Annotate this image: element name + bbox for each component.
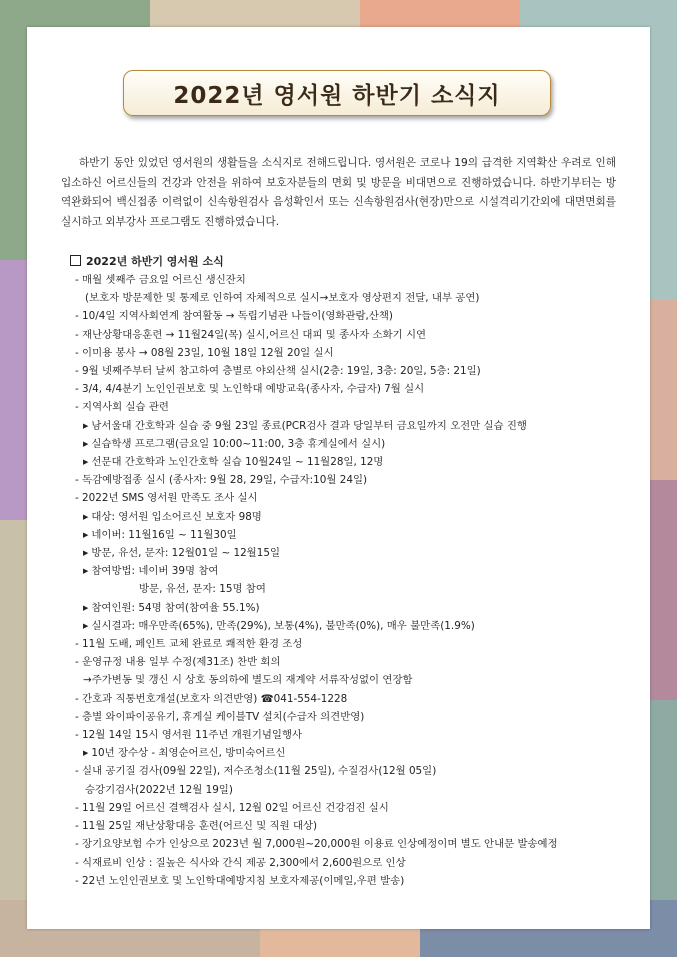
list-item: - 11월 29일 어르신 결핵검사 실시, 12월 02일 어르신 건강검진 실시	[75, 801, 389, 814]
list-item: - 실내 공기질 검사(09월 22일), 저수조청소(11월 25일), 수질검사(12월 05일)	[75, 765, 437, 778]
section-title: 2022년 하반기 영서원 소식	[86, 255, 224, 268]
news-list	[75, 271, 635, 890]
section-heading	[70, 253, 224, 269]
list-item: - 22년 노인인권보호 및 노인학대예방지침 보호자제공(이메일,우편 발송)	[75, 874, 405, 887]
list-item: ▶ 참여방법: 네이버 39명 참여	[75, 562, 635, 580]
triangle-bullet-icon: ▶	[83, 603, 89, 612]
list-item: 방문, 유선, 문자: 15명 참여	[139, 583, 266, 596]
list-item: ▶ 남서울대 간호학과 실습 중 9월 23일 종료(PCR검사 결과 당일부터 금요일까지 오전만 실습 진행	[75, 417, 635, 435]
title-banner	[123, 70, 551, 116]
intro-paragraph: 하반기 동안 있었던 영서원의 생활들을 소식지로 전해드립니다. 영서원은 코로나 19의 급격한 지역확산 우려로 인해 입소하신 어르신들의 건강과 안전을 위하여 보호자분들의 면회 및 방문을 비대면으로 진행하였습니다. 하반기부터는 방역완화되어 백신접종 이력없이 신속항원검사 음성확인서 또는 신속항원검사(현장)만으로 시설격리기간외에 대면면회를 실시하고 외부강사 프로그램도 진행하였습니다.	[61, 157, 616, 228]
list-item: ▶ 참여인원: 54명 참여(참여율 55.1%)	[75, 599, 635, 617]
list-item: →주가변동 및 갱신 시 상호 동의하에 별도의 재계약 서류작성없이 연장함	[83, 674, 413, 687]
page-title: 2022년 영서원 하반기 소식지	[173, 82, 501, 109]
list-item: - 재난상황대응훈련 → 11월24일(목) 실시,어르신 대피 및 종사자 소화기 시연	[75, 328, 427, 341]
list-item: (보호자 방문제한 및 통제로 인하여 자체적으로 실시→보호자 영상편지 전달, 내부 공연)	[85, 292, 480, 305]
list-item: - 11월 25일 재난상황대응 훈련(어르신 및 직원 대상)	[75, 820, 318, 833]
triangle-bullet-icon: ▶	[83, 512, 89, 521]
list-item: ▶ 실습학생 프로그램(금요일 10:00~11:00, 3층 휴게실에서 실시)	[75, 435, 635, 453]
list-item: - 매월 셋째주 금요일 어르신 생신잔치	[75, 274, 246, 286]
list-item: - 3/4, 4/4분기 노인인권보호 및 노인학대 예방교육(종사자, 수급자) 7월 실시	[75, 383, 425, 396]
triangle-bullet-icon: ▶	[83, 621, 89, 630]
triangle-bullet-icon: ▶	[83, 421, 89, 430]
list-item: - 식재료비 인상 : 질높은 식사와 간식 제공 2,300에서 2,600원으로 인상	[75, 856, 406, 869]
triangle-bullet-icon: ▶	[83, 530, 89, 539]
list-item: - 지역사회 실습 관련	[75, 401, 169, 414]
list-item: ▶ 대상: 영서원 입소어르신 보호자 98명	[75, 508, 635, 526]
list-item: ▶ 네이버: 11월16일 ~ 11월30일	[75, 526, 635, 544]
triangle-bullet-icon: ▶	[83, 458, 89, 467]
list-item: 승강기검사(2022년 12월 19일)	[85, 783, 233, 796]
list-item: ▶ 10년 장수상 - 최영순어르신, 방미숙어르신	[75, 744, 635, 762]
list-item: - 층별 와이파이공유기, 휴게실 케이블TV 설치(수급자 의견반영)	[75, 710, 365, 723]
list-item: - 간호과 직통번호개설(보호자 의견반영) ☎041-554-1228	[75, 692, 348, 705]
checkbox-icon	[70, 255, 81, 266]
list-item: - 11월 도배, 페인트 교체 완료로 쾌적한 환경 조성	[75, 638, 303, 651]
list-item: - 2022년 SMS 영서원 만족도 조사 실시	[75, 492, 258, 505]
list-item: - 9월 넷째주부터 날씨 참고하여 층별로 야외산책 실시(2층: 19일, 3층: 20일, 5층: 21일)	[75, 365, 481, 378]
list-item: - 장기요양보험 수가 인상으로 2023년 월 7,000원~20,000원 이용료 인상예정이며 별도 안내문 발송예정	[75, 838, 558, 851]
triangle-bullet-icon: ▶	[83, 749, 89, 758]
triangle-bullet-icon: ▶	[83, 439, 89, 448]
list-item: - 10/4일 지역사회연계 참여활동 → 독립기념관 나들이(영화관람,산책)	[75, 310, 393, 323]
list-item: ▶ 실시결과: 매우만족(65%), 만족(29%), 보통(4%), 불만족(0%), 매우 불만족(1.9%)	[75, 617, 635, 635]
triangle-bullet-icon: ▶	[83, 549, 89, 558]
list-item: - 12월 14일 15시 영서원 11주년 개원기념일행사	[75, 729, 303, 742]
list-item: - 운영규정 내용 일부 수정(제31조) 찬반 회의	[75, 656, 281, 669]
list-item: - 독감예방접종 실시 (종사자: 9월 28, 29일, 수급자:10월 24일)	[75, 474, 368, 487]
triangle-bullet-icon: ▶	[83, 567, 89, 576]
list-item: ▶ 선문대 간호학과 노인간호학 실습 10월24일 ~ 11월28일, 12명	[75, 453, 635, 471]
list-item: ▶ 방문, 유선, 문자: 12월01일 ~ 12월15일	[75, 544, 635, 562]
newsletter-page	[27, 27, 650, 929]
list-item: - 이미용 봉사 → 08월 23일, 10월 18일 12월 20일 실시	[75, 346, 334, 359]
